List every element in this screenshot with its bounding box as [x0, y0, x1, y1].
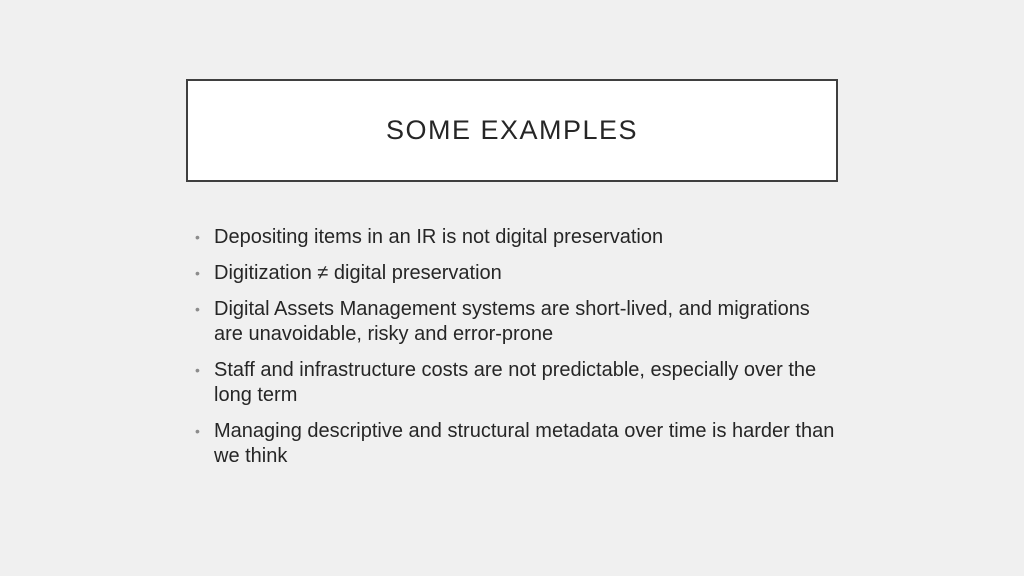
- bullet-text: Staff and infrastructure costs are not predictable, especially over the long term: [214, 359, 817, 406]
- bullet-text: Digital Assets Management systems are short-lived, and migrations are unavoidable, risky and error-prone: [214, 298, 810, 345]
- bullet-marker: •: [195, 229, 200, 245]
- title-box: [186, 79, 838, 182]
- bullet-item: [195, 358, 835, 408]
- bullet-item: [195, 297, 835, 347]
- bullet-item: [195, 225, 835, 250]
- bullet-marker: •: [195, 301, 200, 317]
- bullet-item: [195, 419, 835, 469]
- slide-title: SOME EXAMPLES: [385, 115, 639, 145]
- bullet-marker: •: [195, 362, 200, 378]
- bullet-text: Digitization ≠ digital preservation: [214, 262, 502, 284]
- bullet-marker: •: [195, 265, 200, 281]
- bullet-list: [195, 225, 835, 480]
- bullet-text: Depositing items in an IR is not digital preservation: [214, 226, 664, 248]
- bullet-item: [195, 261, 835, 286]
- bullet-text: Managing descriptive and structural metadata over time is harder than we think: [214, 420, 835, 467]
- bullet-marker: •: [195, 423, 200, 439]
